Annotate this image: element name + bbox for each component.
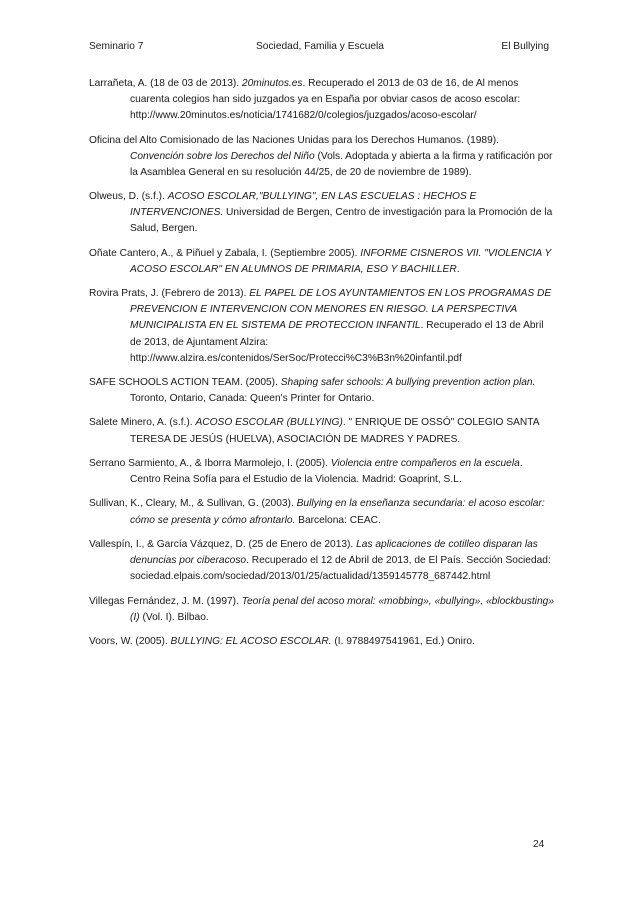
reference-title: ACOSO ESCOLAR (BULLYING) [195, 417, 343, 429]
header-course: Sociedad, Familia y Escuela [256, 41, 384, 52]
reference-entry [89, 496, 555, 528]
reference-authors-date: Villegas Fernández, J. M. (1997). [89, 595, 242, 607]
reference-entry [89, 246, 555, 278]
reference-title: 20minutos.es [241, 78, 303, 89]
reference-details: . " ENRIQUE DE OSSÓ" COLEGIO SANTA TERESA DE JESÚS (HUELVA), ASOCIACIÓN DE MADRES Y PADRES. [130, 417, 539, 445]
reference-title: Convención sobre los Derechos del Niño [130, 150, 315, 162]
reference-title: Las aplicaciones de cotilleo disparan las denuncias por ciberacoso [130, 538, 538, 567]
reference-authors-date: Voors, W. (2005). [89, 635, 171, 647]
reference-authors-date: Vallespín, I., & García Vázquez, D. (25 de Enero de 2013). [89, 538, 357, 550]
reference-title: Shaping safer schools: A bullying prevention action plan. [280, 376, 536, 388]
reference-details: (Vols. Adoptada y abierta a la firma y ratificación por la Asamblea General en su resolución 44/25, de 20 de noviembre de 1989). [130, 150, 553, 178]
header-seminar: Seminario 7 [89, 41, 144, 52]
reference-entry [89, 286, 555, 366]
reference-title: Teoría penal del acoso moral: «mobbing», «bullying», «blockbusting» (I) [130, 595, 554, 623]
reference-details: . [456, 263, 460, 275]
reference-details: Universidad de Bergen, Centro de investigación para la Promoción de la Salud, Bergen. [130, 207, 553, 235]
reference-title: BULLYING: EL ACOSO ESCOLAR. [170, 635, 332, 647]
reference-details: Toronto, Ontario, Canada: Queen's Printer for Ontario. [130, 393, 375, 405]
reference-authors-date: SAFE SCHOOLS ACTION TEAM. (2005). [89, 376, 281, 388]
reference-details: . Centro Reina Sofía para el Estudio de la Violencia. Madrid: Goaprint, S.L. [130, 457, 523, 486]
reference-authors-date: Larrañeta, A. (18 de 03 de 2013). [89, 78, 242, 89]
reference-details: (Vol. I). Bilbao. [139, 611, 209, 623]
reference-entry [89, 76, 555, 124]
reference-authors-date: Sullivan, K., Cleary, M., & Sullivan, G. (2003). [89, 498, 297, 510]
reference-entry [89, 133, 555, 181]
reference-title: Bullying en la enseñanza secundaria: el acoso escolar: cómo se presenta y cómo afrontarlo. [130, 498, 545, 526]
page-header [89, 41, 549, 55]
reference-title: EL PAPEL DE LOS AYUNTAMIENTOS EN LOS PROGRAMAS DE PREVENCION E INTERVENCION CON MENORES EN RIESGO. LA PERSPECTIVA MUNICIPALISTA EN EL SISTEMA DE PROTECCION INFANTIL [130, 288, 552, 332]
reference-entry [89, 415, 555, 447]
reference-details: Barcelona: CEAC. [295, 514, 381, 526]
reference-authors-date: Olweus, D. (s.f.). [89, 191, 168, 203]
reference-entry [89, 456, 555, 488]
reference-authors-date: Oficina del Alto Comisionado de las Naciones Unidas para los Derechos Humanos. (1989). [89, 134, 499, 146]
reference-entry [89, 375, 555, 407]
reference-entry [89, 189, 555, 237]
bibliography-list [89, 76, 555, 658]
reference-authors-date: Rovira Prats, J. (Febrero de 2013). [89, 288, 250, 300]
header-topic: El Bullying [501, 41, 549, 52]
reference-entry [89, 537, 555, 585]
reference-title: Violencia entre compañeros en la escuela [330, 457, 520, 469]
reference-title: INFORME CISNEROS VII. "VIOLENCIA Y ACOSO ESCOLAR" EN ALUMNOS DE PRIMARIA, ESO Y BACHILLER [130, 247, 552, 275]
reference-entry [89, 634, 555, 650]
reference-details: . Recuperado el 13 de Abril de 2013, de Ajuntament Alzira: http://www.alzira.es/contenidos/SerSoc/Protecci%C3%B3n%20infantil.pdf [130, 320, 544, 364]
reference-authors-date: Serrano Sarmiento, A., & Iborra Marmolejo, I. (2005). [89, 457, 331, 469]
reference-authors-date: Oñate Cantero, A., & Piñuel y Zabala, I. (Septiembre 2005). [89, 247, 361, 259]
reference-details: (I. 9788497541961, Ed.) Oniro. [331, 635, 475, 647]
reference-title: ACOSO ESCOLAR,"BULLYING", EN LAS ESCUELAS : HECHOS E INTERVENCIONES. [130, 191, 477, 219]
reference-details: . Recuperado el 12 de Abril de 2013, de El País. Sección Sociedad: sociedad.elpais.com/sociedad/2013/01/25/actualidad/1359145778_687442.html [130, 555, 551, 583]
reference-authors-date: Salete Minero, A. (s.f.). [89, 417, 196, 429]
page-number: 24 [533, 839, 545, 850]
reference-entry [89, 594, 555, 626]
reference-details: . Recuperado el 2013 de 03 de 16, de Al menos cuarenta colegios han sido juzgados ya en España por obviar casos de acoso escolar: http://www.20minutos.es/noticia/1741682/0/colegios/juzgados/acoso-escolar/ [130, 78, 521, 122]
